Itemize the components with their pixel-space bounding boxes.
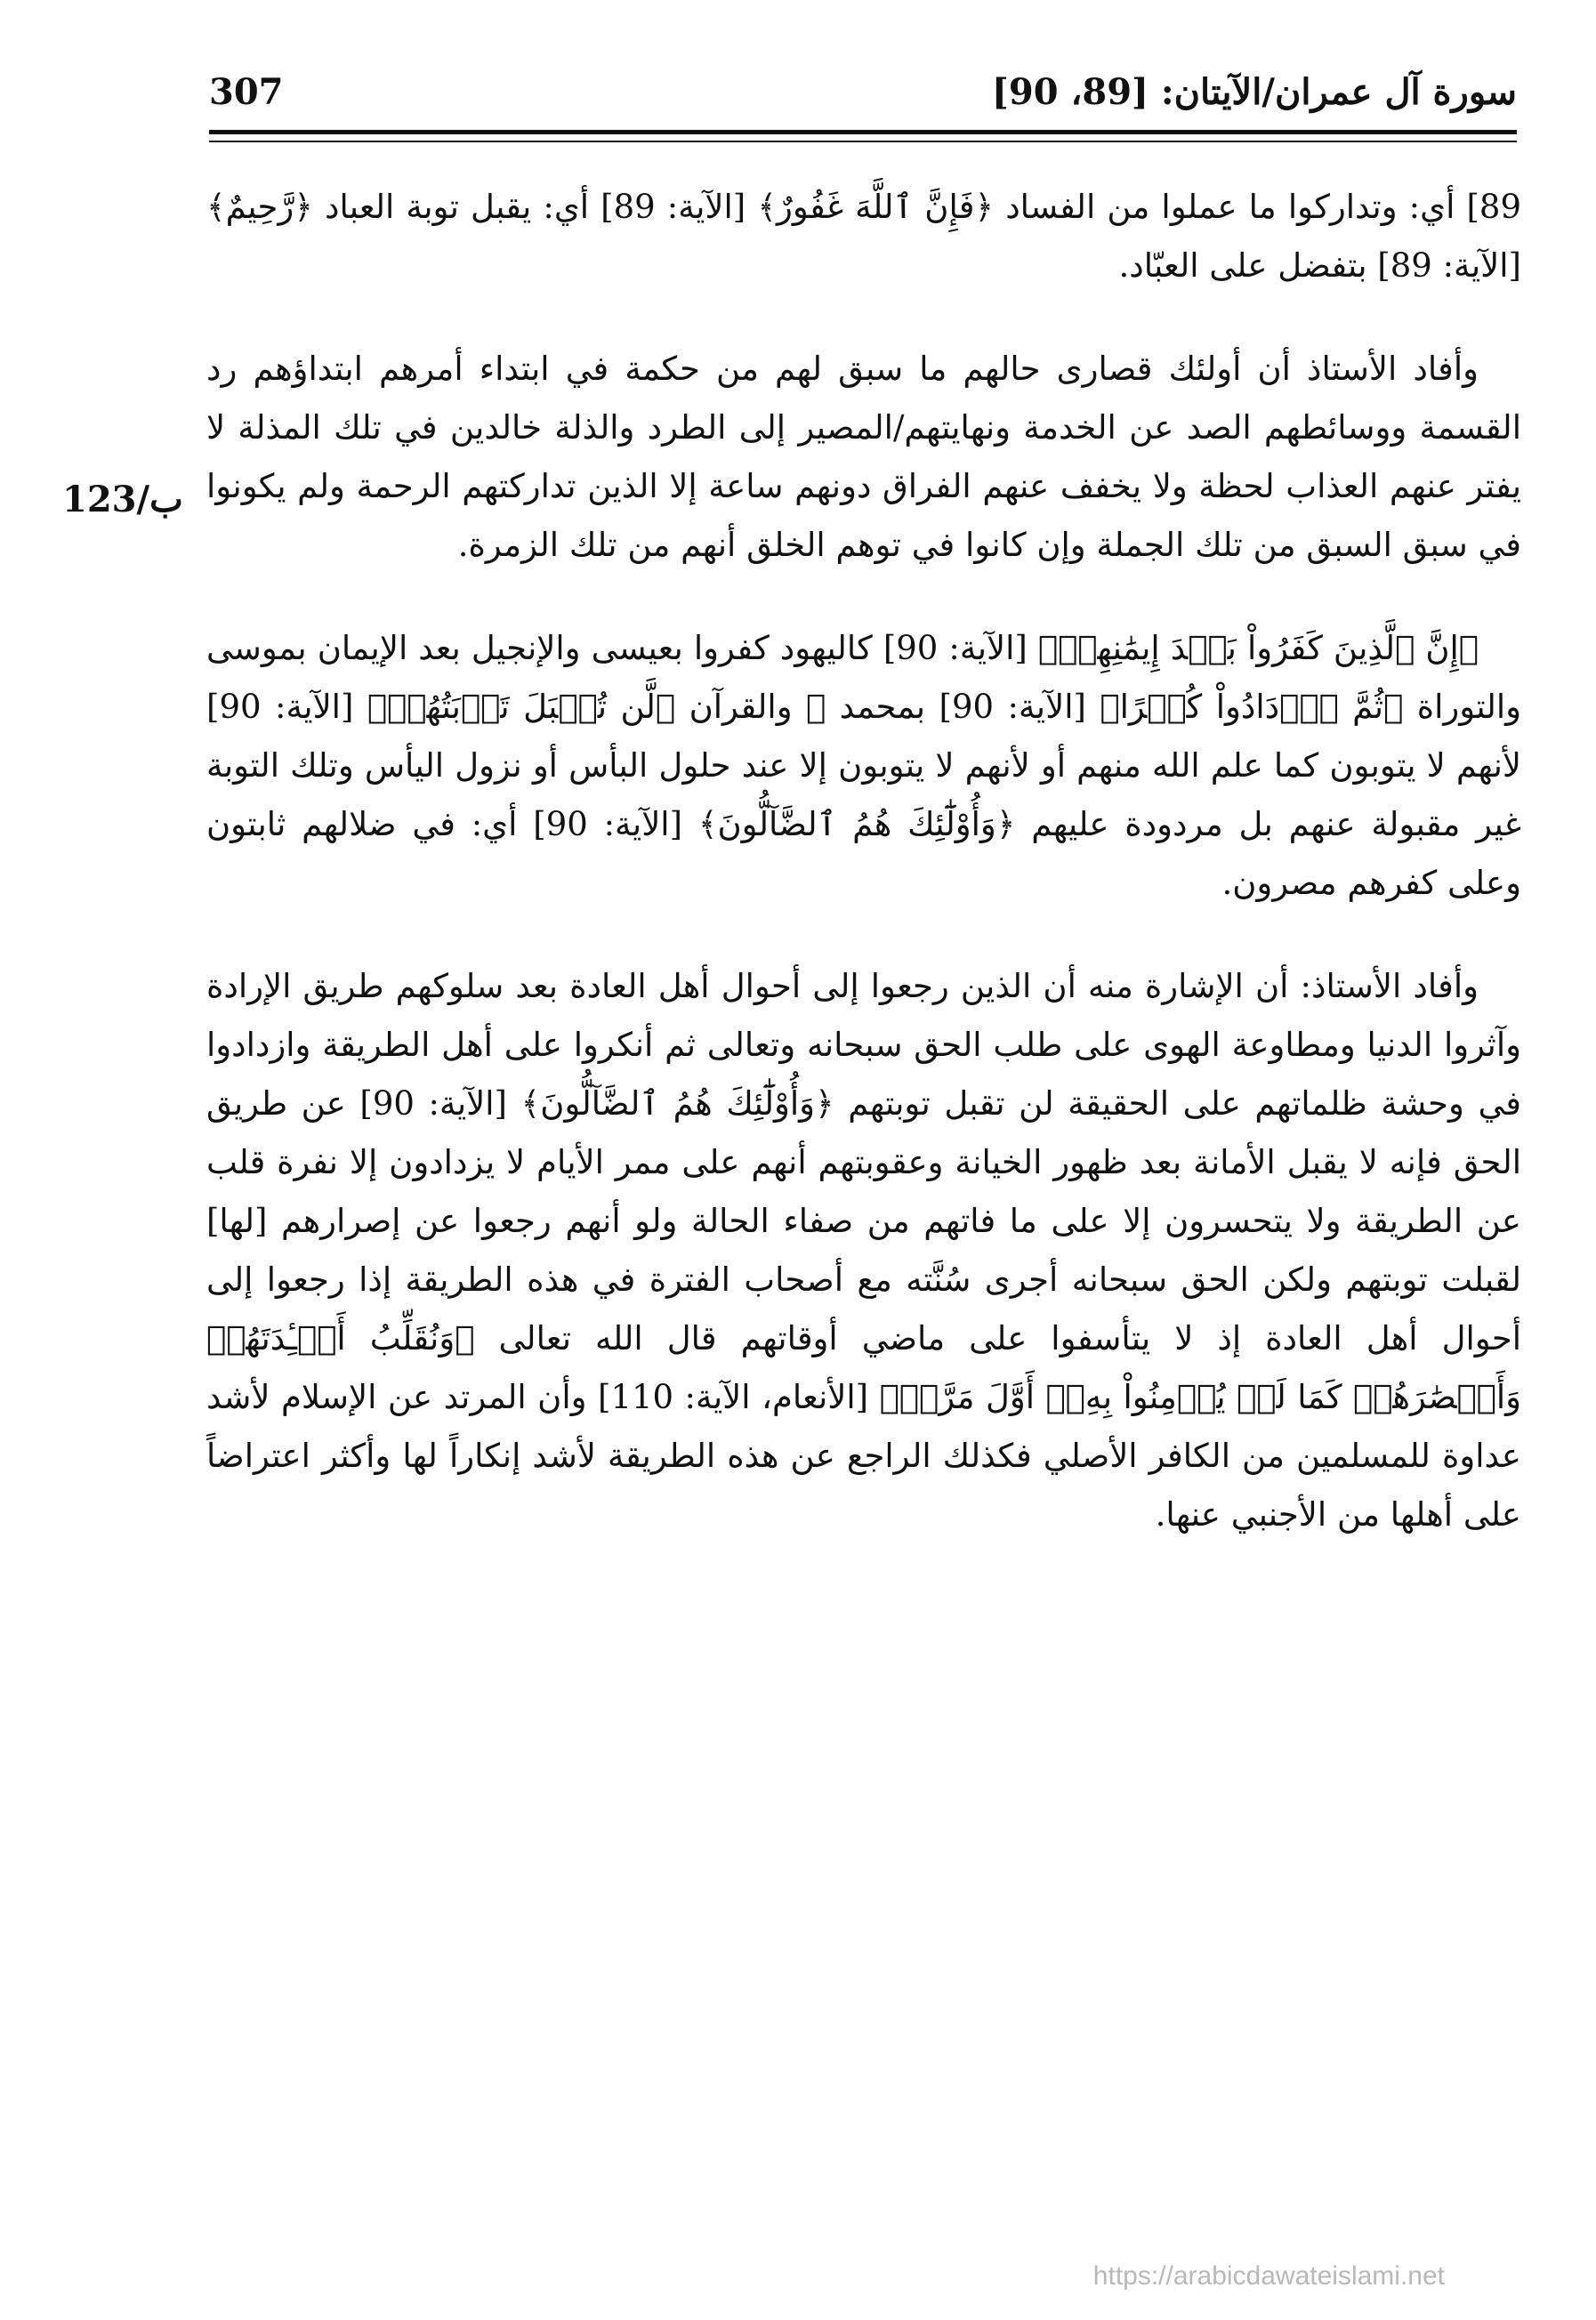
header-rule-thin xyxy=(209,141,1517,142)
paragraph-1: 89] أي: وتداركوا ما عملوا من الفساد ﴿فَإِنَّ ٱللَّهَ غَفُورٌ﴾ [الآية: 89] أي: يقبل توبة العباد ﴿رَّحِيمٌ﴾ [الآية: 89] بتفضل على العبّاد. xyxy=(206,188,1522,285)
header-rule-thick xyxy=(209,130,1517,134)
paragraph-3: ﴿إِنَّ ٱلَّذِينَ كَفَرُواْ بَعۡدَ إِيمَٰنِهِمۡ﴾ [الآية: 90] كاليهود كفروا بعيسى والإنجيل بعد الإيمان بموسى والتوراة ﴿ثُمَّ ٱزۡدَادُواْ كُفۡرًا﴾ [الآية: 90] بمحمد ﷺ والقرآن ﴿لَّن تُقۡبَلَ تَوۡبَتُهُمۡ﴾ [الآية: 90] لأنهم لا يتوبون كما علم الله منهم أو لأنهم لا يتوبون إلا عند حلول البأس أو نزول اليأس وتلك التوبة غير مقبولة عنهم بل مردودة عليهم ﴿وَأُوْلَٰٓئِكَ هُمُ ٱلضَّآلُّونَ﴾ [الآية: 90] أي: في ضلالهم ثابتون وعلى كفرهم مصرون. xyxy=(206,629,1521,902)
paragraph-4: وأفاد الأستاذ: أن الإشارة منه أن الذين رجعوا إلى أحوال أهل العادة بعد سلوكهم طريق الإرادة وآثروا الدنيا ومطاوعة الهوى على طلب الحق سبحانه وتعالى ثم أنكروا على أهل الطريقة وازدادوا في وحشة ظلماتهم على الحقيقة لن تقبل توبتهم ﴿وَأُوْلَٰٓئِكَ هُمُ ٱلضَّآلُّونَ﴾ [الآية: 90] عن طريق الحق فإنه لا يقبل الأمانة بعد ظهور الخيانة وعقوبتهم أنهم على ممر الأيام لا يزدادون إلا نفرة قلب عن الطريقة ولا يتحسرون إلا على ما فاتهم من صفاء الحالة ولو أنهم رجعوا عن إصرارهم [لها] لقبلت توبتهم ولكن الحق سبحانه أجرى سُنَّته مع أصحاب الفترة في هذه الطريقة إذا رجعوا إلى أحوال أهل العادة إذ لا يتأسفوا على ماضي أوقاتهم قال الله تعالى ﴿وَنُقَلِّبُ أَفۡـِٔدَتَهُمۡ وَأَبۡصَٰرَهُمۡ كَمَا لَمۡ يُؤۡمِنُواْ بِهِۦٓ أَوَّلَ مَرَّةٖ﴾ [الأنعام، الآية: 110] وأن المرتد عن الإسلام لأشد عداوة للمسلمين من الكافر الأصلي فكذلك الراجع عن هذه الطريقة لأشد إنكاراً لها وأكثر اعتراضاً على أهلها من الأجنبي عنها. xyxy=(206,967,1521,1534)
watermark-url: https://arabicdawateislami.net xyxy=(1092,2261,1445,2291)
body-text xyxy=(206,178,1521,1544)
paragraph-2: وأفاد الأستاذ أن أولئك قصارى حالهم ما سبق لهم من حكمة في ابتداء أمرهم ابتداؤهم رد القسمة ووسائطهم الصد عن الخدمة ونهايتهم/المصير إلى الطرد والذلة خالدين في تلك المذلة لا يفتر عنهم العذاب لحظة ولا يخفف عنهم الفراق دونهم ساعة إلا الذين تداركتهم الرحمة ولم يكونوا في سبق السبق من تلك الجملة وإن كانوا في توهم الخلق أنهم من تلك الزمرة. xyxy=(206,350,1521,564)
running-title: سورة آل عمران/الآيتان: [89، 90] xyxy=(991,71,1517,113)
page-number: 307 xyxy=(209,71,284,113)
page-header xyxy=(209,71,1517,125)
manuscript-folio-marker: 123/ب xyxy=(62,479,183,520)
